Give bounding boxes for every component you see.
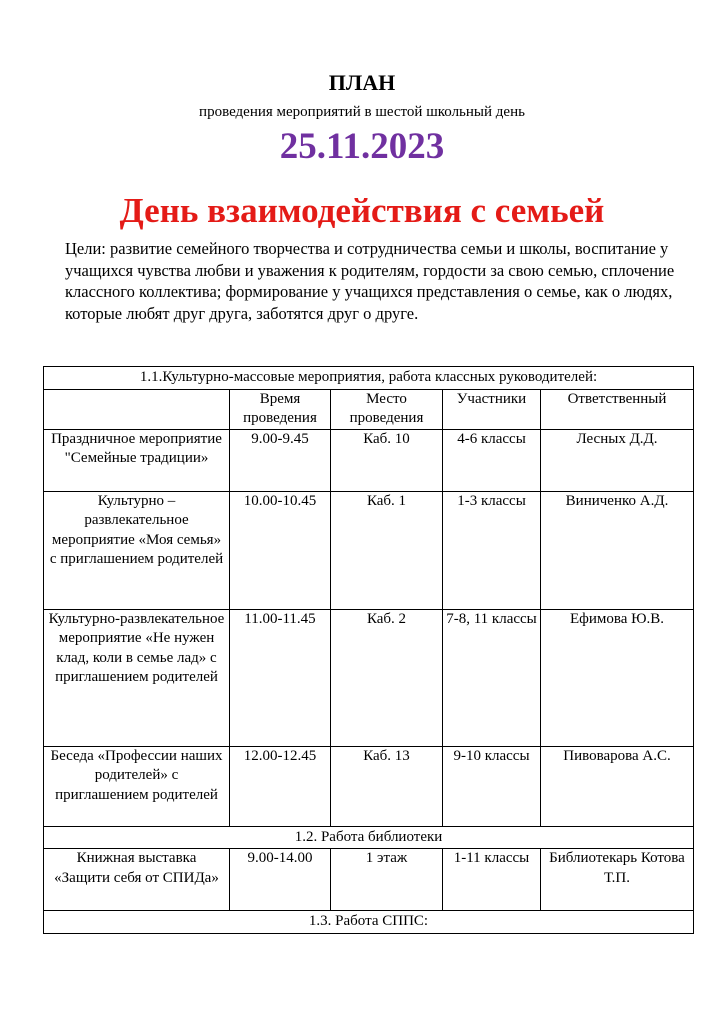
table-cell: Каб. 2	[331, 609, 443, 746]
table-row	[44, 609, 694, 746]
table-cell: 1-3 классы	[443, 491, 541, 609]
table-cell: 10.00-10.45	[230, 491, 331, 609]
table-cell: Каб. 10	[331, 429, 443, 491]
table-cell: Виниченко А.Д.	[541, 491, 694, 609]
table-cell: Праздничное мероприятие "Семейные традиции»	[44, 429, 230, 491]
table-cell: 1-11 классы	[443, 849, 541, 911]
table-cell: Культурно-развлекательное мероприятие «Не нужен клад, коли в семье лад» с приглашением родителей	[44, 609, 230, 746]
plan-title: ПЛАН	[328, 70, 396, 95]
table-row	[44, 746, 694, 826]
table-cell: Культурно – развлекательное мероприятие «Моя семья» с приглашением родителей	[44, 491, 230, 609]
table-cell: 9-10 классы	[443, 746, 541, 826]
table-cell: 9.00-9.45	[230, 429, 331, 491]
column-header: Ответственный	[541, 389, 694, 429]
table-row	[44, 491, 694, 609]
table-cell: 12.00-12.45	[230, 746, 331, 826]
table-cell: 9.00-14.00	[230, 849, 331, 911]
goals-paragraph: Цели: развитие семейного творчества и сотрудничества семьи и школы, воспитание у учащихся чувства любви и уважения к родителям, гордости за свою семью, сплочение классного коллектива; формирование у учащихся представления о семье, как о людях, которые любят друг друга, заботятся друг о друге.	[65, 239, 675, 323]
event-date: 25.11.2023	[279, 126, 445, 167]
table-row	[44, 849, 694, 911]
event-title: День взаимодействия с семьей	[119, 191, 605, 230]
table-cell: 11.00-11.45	[230, 609, 331, 746]
table-cell: Каб. 1	[331, 491, 443, 609]
table-cell: Беседа «Профессии наших родителей» с приглашением родителей	[44, 746, 230, 826]
section-row	[44, 367, 694, 390]
column-header: Участники	[443, 389, 541, 429]
table-cell: Пивоварова А.С.	[541, 746, 694, 826]
section-row	[44, 826, 694, 849]
table-cell: 7-8, 11 классы	[443, 609, 541, 746]
table-cell: Каб. 13	[331, 746, 443, 826]
section-heading: 1.2. Работа библиотеки	[44, 826, 694, 849]
events-table	[43, 366, 694, 934]
table-header-row	[44, 389, 694, 429]
plan-subtitle: проведения мероприятий в шестой школьный день	[199, 104, 525, 120]
table-cell: Книжная выставка «Защити себя от СПИДа»	[44, 849, 230, 911]
table-cell: Лесных Д.Д.	[541, 429, 694, 491]
table-cell: 4-6 классы	[443, 429, 541, 491]
table-cell: Библиотекарь Котова Т.П.	[541, 849, 694, 911]
column-header: Время проведения	[230, 389, 331, 429]
section-heading: 1.3. Работа СППС:	[44, 911, 694, 934]
column-header	[44, 389, 230, 429]
table-row	[44, 429, 694, 491]
section-row	[44, 911, 694, 934]
table-cell: Ефимова Ю.В.	[541, 609, 694, 746]
section-heading: 1.1.Культурно-массовые мероприятия, работа классных руководителей:	[44, 367, 694, 390]
table-cell: 1 этаж	[331, 849, 443, 911]
column-header: Место проведения	[331, 389, 443, 429]
